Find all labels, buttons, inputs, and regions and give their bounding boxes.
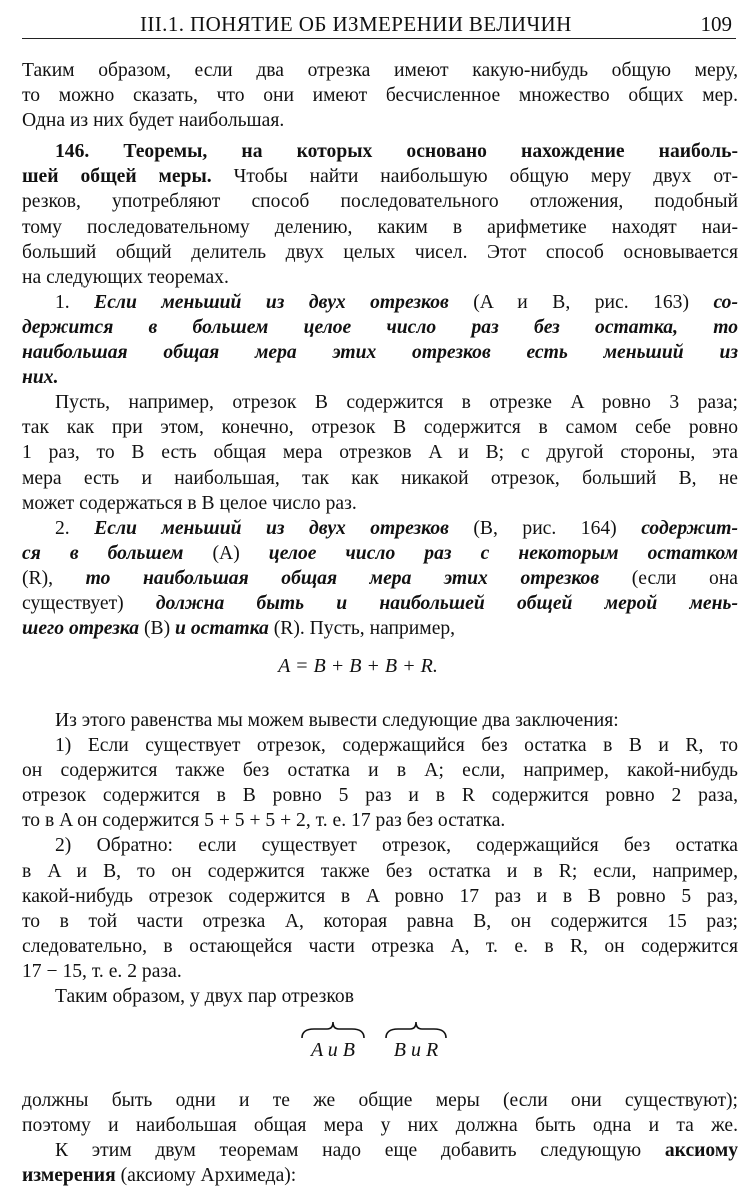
theorem-1-line: держится в большем целое число раз без остатка, то (22, 316, 738, 338)
theorem-2-line (22, 591, 738, 616)
theorem-text: содержит- (641, 517, 738, 539)
text-line: резков, употребляют способ последовательного отложения, подобный (22, 191, 738, 213)
theorem-text: должна быть и наибольшей общей мерой мень- (155, 592, 738, 614)
text-line: должны быть одни и те же общие меры (если они существуют); (22, 1090, 738, 1111)
text-line: тому последовательному делению, каким в арифметике находят наи- (22, 216, 738, 238)
text-fragment: (B, рис. 164) (448, 517, 642, 539)
text-line (22, 1138, 738, 1163)
page-body-closing (22, 1088, 738, 1188)
running-head: III.1. ПОНЯТИЕ ОБ ИЗМЕРЕНИИ ВЕЛИЧИН (140, 12, 572, 36)
theorem-number: 2. (55, 517, 95, 539)
theorem-1-line (22, 290, 738, 315)
page-number: 109 (700, 12, 732, 36)
text-line: так как при этом, конечно, отрезок B содержится в самом себе ровно (22, 417, 738, 439)
theorem-2-line (22, 616, 738, 641)
theorem-1-line: наибольшая общая мера этих отрезков есть меньший из (22, 342, 738, 364)
text-fragment: существует) (22, 592, 156, 614)
text-line: поэтому и наибольшая общая мера у них должна быть одна и та же. (22, 1115, 738, 1137)
text-line: какой-нибудь отрезок содержится в A ровно 17 раз и в B ровно 5 раз, (22, 885, 738, 907)
section-heading-line (22, 139, 738, 164)
text-fragment: Чтобы найти наибольшую общую меру двух от- (211, 166, 738, 188)
theorem-number: 1. (55, 291, 95, 313)
theorem-text: целое число раз с некоторым остатком (268, 542, 738, 564)
page-body (22, 58, 738, 641)
text-line: на следующих теоремах. (22, 266, 229, 288)
theorem-text: ся в большем (22, 542, 184, 564)
theorem-text: со- (713, 291, 738, 313)
text-line: Из этого равенства мы можем вывести следующие два заключения: (55, 710, 619, 731)
text-line (22, 164, 738, 189)
text-line: может содержаться в B целое число раз. (22, 492, 357, 514)
text-line: он содержится также без остатка и в A; если, например, какой-нибудь (22, 760, 738, 782)
page-body-continued (22, 708, 738, 1009)
text-line: то можно сказать, что они имеют бесчисленное множество общих мер. (22, 85, 738, 107)
theorem-1-line: них. (22, 367, 59, 389)
theorem-text: шего отрезка (22, 618, 140, 640)
text-fragment: (B) (139, 618, 176, 640)
segment-pairs (0, 1020, 750, 1070)
display-formula: A = B + B + B + R. (278, 655, 438, 677)
pair-label: B и R (393, 1039, 439, 1061)
theorem-text: то наибольшая общая мера этих отрезков (85, 567, 600, 589)
page-header (22, 4, 736, 39)
theorem-text: и остатка (175, 618, 269, 640)
axiom-term: измерения (22, 1165, 116, 1187)
text-line: то в A он содержится 5 + 5 + 5 + 2, т. е. 17 раз без остатка. (22, 810, 506, 832)
text-line: 1 раз, то B есть общая мера отрезков A и B; с другой стороны, эта (22, 442, 738, 464)
pair-a-b (300, 1020, 366, 1070)
text-line: 1) Если существует отрезок, содержащийся без остатка в B и R, то (55, 735, 738, 757)
text-line: мера есть и наибольшая, так как никакой отрезок, больший B, не (22, 467, 738, 489)
text-line: больший общий делитель двух целых чисел. Этот способ основывается (22, 241, 738, 263)
text-line: то в той части отрезка A, которая равна B, он содержится 15 раз; (22, 910, 738, 932)
text-fragment: (если она (599, 567, 738, 589)
axiom-term: аксиому (664, 1140, 738, 1162)
text-line: Одна из них будет наибольшая. (22, 110, 285, 132)
text-line: следовательно, в остающейся части отрезка A, т. е. в R, он содержится (22, 935, 738, 957)
pair-label: A и B (310, 1039, 356, 1061)
section-146-heading-end: шей общей меры. (22, 166, 212, 188)
text-line: 2) Обратно: если существует отрезок, содержащийся без остатка (55, 835, 738, 857)
theorem-2-line (22, 541, 738, 566)
pair-b-r (384, 1020, 448, 1070)
theorem-2-line (22, 516, 738, 541)
theorem-text: Если меньший из двух отрезков (94, 291, 449, 313)
text-fragment: (R), (22, 567, 86, 589)
text-line: Таким образом, у двух пар отрезков (55, 986, 354, 1008)
text-line: отрезок содержится в B ровно 5 раз и в R содержится ровно 2 раза, (22, 785, 738, 807)
theorem-2-line (22, 566, 738, 591)
text-fragment: (R). Пусть, например, (268, 618, 456, 640)
text-line: Пусть, например, отрезок B содержится в отрезке A ровно 3 раза; (55, 392, 738, 414)
text-fragment: (A и B, рис. 163) (448, 291, 714, 313)
text-line (22, 1163, 738, 1188)
text-line: в A и B, то он содержится также без остатка и в R; если, например, (22, 860, 738, 882)
section-146-heading: 146. Теоремы, на которых основано нахождение наиболь- (55, 141, 738, 163)
text-fragment: К этим двум теоремам надо еще добавить следующую (55, 1140, 665, 1162)
text-fragment: (аксиому Архимеда): (115, 1165, 297, 1187)
text-line: 17 − 15, т. е. 2 раза. (22, 960, 182, 982)
text-line: Таким образом, если два отрезка имеют какую-нибудь общую меру, (22, 60, 738, 81)
text-fragment: (A) (183, 542, 269, 564)
theorem-text: Если меньший из двух отрезков (94, 517, 449, 539)
